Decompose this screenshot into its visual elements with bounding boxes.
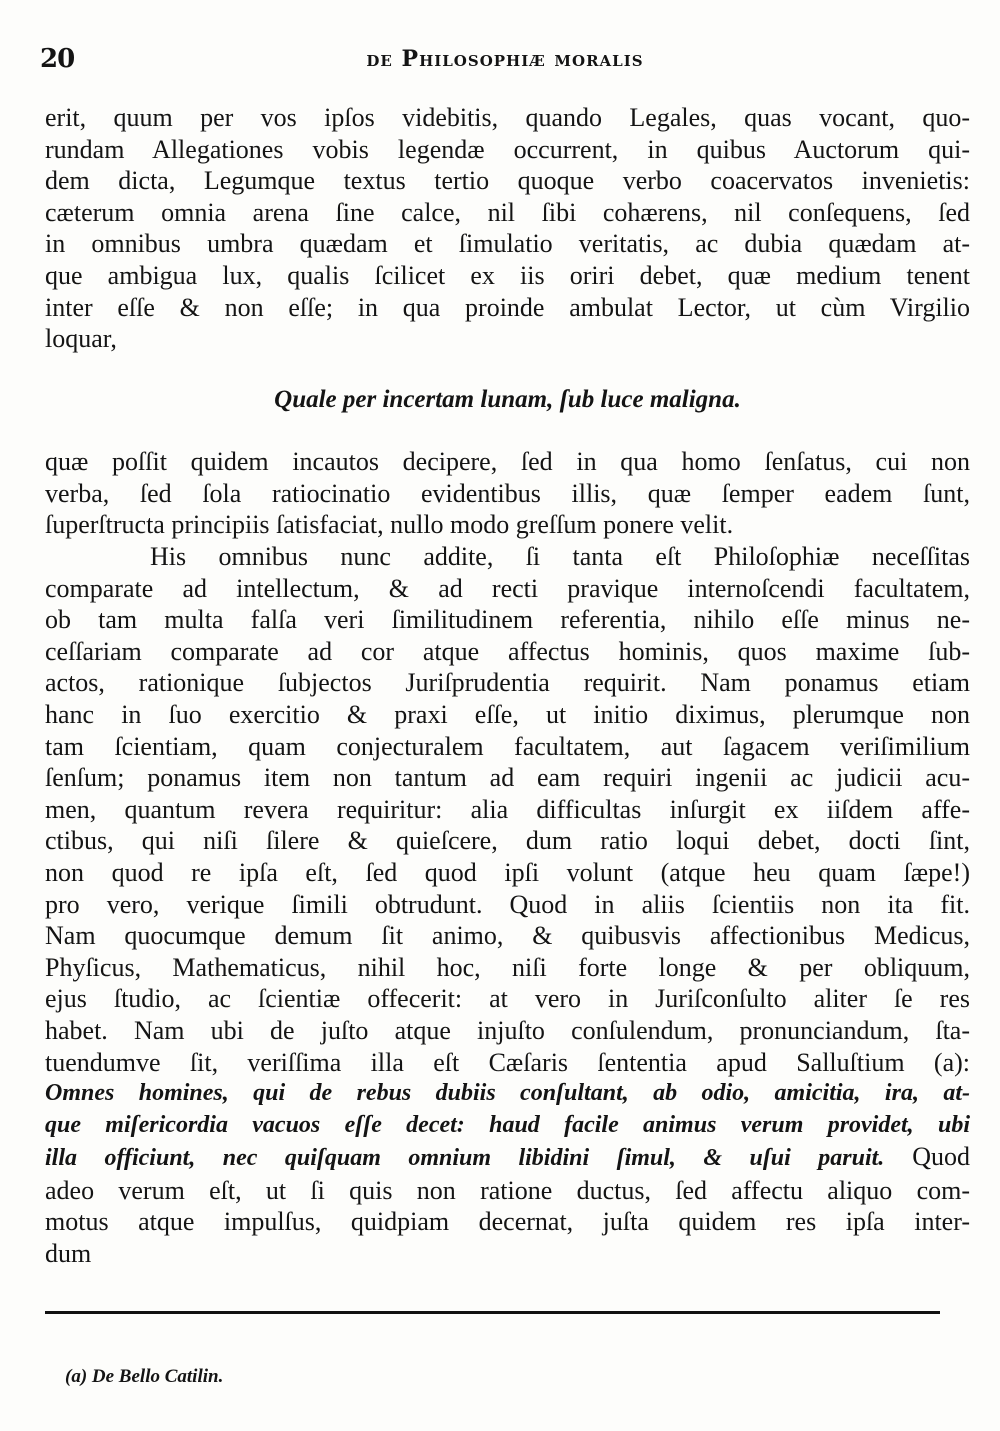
text-line: cæterum omnia arena ſine calce, nil ſibi cohærens, nil conſequens, ſed (45, 197, 970, 227)
text-line: motus atque impulſus, quidpiam decernat, juſta quidem res ipſa inter- (45, 1207, 970, 1237)
footnote-rule (45, 1311, 940, 1314)
text-line: inter eſſe & non eſſe; in qua proinde ambulat Lector, ut cùm Virgilio (45, 292, 970, 322)
text-line: Phyſicus, Mathematicus, nihil hoc, niſi forte longe & per obliquum, (45, 952, 970, 982)
text-line: hanc in ſuo exercitio & praxi eſſe, ut initio diximus, plerumque non (45, 699, 970, 729)
text-segment: Quod (912, 1142, 971, 1172)
text-line: ctibus, qui niſi ſilere & quieſcere, dum ratio loqui debet, docti ſint, (45, 826, 970, 856)
text-line: rundam Allegationes vobis legendæ occurrent, in quibus Auctorum qui- (45, 134, 970, 164)
text-line: ſenſum; ponamus item non tantum ad eam requiri ingenii ac judicii acu- (45, 763, 970, 793)
text-line: loquar, (45, 324, 117, 354)
text-line: habet. Nam ubi de juſto atque injuſto conſulendum, pronunciandum, ſta- (45, 1015, 970, 1045)
text-line: verba, ſed ſola ratiocinatio evidentibus illis, quæ ſemper eadem ſunt, (45, 478, 970, 508)
paragraph-2 (45, 446, 970, 541)
text-line: His omnibus nunc addite, ſi tanta eſt Philoſophiæ neceſſitas (150, 542, 970, 571)
paragraph-3 (45, 541, 970, 1270)
text-line: comparate ad intellectum, & ad recti pravique internoſcendi facultatem, (45, 573, 970, 603)
text-line: tuendumve ſit, veriſſima illa eſt Cæſaris ſententia apud Salluſtium (a): (45, 1047, 970, 1077)
text-line: actos, rationique ſubjectos Juriſprudentia requirit. Nam ponamus etiam (45, 668, 970, 698)
italic-line: Omnes homines, qui de rebus dubiis conſultant, ab odio, amicitia, ira, at- (45, 1080, 970, 1107)
page-number: 20 (40, 44, 75, 74)
catchword: dum (45, 1239, 92, 1269)
text-line: tam ſcientiam, quam conjecturalem facultatem, aut ſagacem veriſimilium (45, 731, 970, 761)
paragraph-1 (45, 102, 970, 355)
text-line (45, 1141, 970, 1175)
virgil-quote: Quale per incertam lunam, ſub luce maligna. (274, 386, 741, 413)
text-line: adeo verum eſt, ut ſi quis non ratione ductus, ſed affectu aliquo com- (45, 1175, 970, 1205)
text-line: ſuperſtructa principiis ſatisfaciat, nullo modo greſſum ponere velit. (45, 510, 734, 540)
text-line: pro vero, verique ſimili obtrudunt. Quod in aliis ſcientiis non ita fit. (45, 889, 970, 919)
text-line: non quod re ipſa eſt, ſed quod ipſi volunt (atque heu quam ſæpe!) (45, 857, 970, 887)
text-line: ob tam multa falſa veri ſimilitudinem referentia, nihilo eſſe minus ne- (45, 605, 970, 635)
italic-segment: illa officiunt, nec quiſquam omnium libidini ſimul, & uſui paruit. (45, 1145, 885, 1172)
text-line: dem dicta, Legumque textus tertio quoque verbo coacervatos invenietis: (45, 166, 970, 196)
text-line: quæ poſſit quidem incautos decipere, ſed in qua homo ſenſatus, cui non (45, 447, 970, 476)
text-line: ejus ſtudio, ac ſcientiæ offecerit: at vero in Juriſconſulto aliter ſe res (45, 984, 970, 1014)
text-line: ceſſariam comparate ad cor atque affectus hominis, quos maxime ſub- (45, 636, 970, 666)
text-line: in omnibus umbra quædam et ſimulatio veritatis, ac dubia quædam at- (45, 229, 970, 259)
text-line: que ambigua lux, qualis ſcilicet ex iis oriri debet, quæ medium tenent (45, 260, 970, 290)
italic-line: que miſericordia vacuos eſſe decet: haud facile animus verum providet, ubi (45, 1111, 970, 1138)
text-line: men, quantum revera requiritur: alia difficultas inſurgit ex iiſdem affe- (45, 794, 970, 824)
footnote: (a) De Bello Catilin. (65, 1366, 224, 1387)
page-header (40, 44, 970, 76)
running-title: de Philosophiæ moralis (366, 46, 644, 72)
text-line: Nam quocumque demum ſit animo, & quibusvis affectionibus Medicus, (45, 921, 970, 951)
text-line: erit, quum per vos ipſos videbitis, quando Legales, quas vocant, quo- (45, 103, 970, 132)
